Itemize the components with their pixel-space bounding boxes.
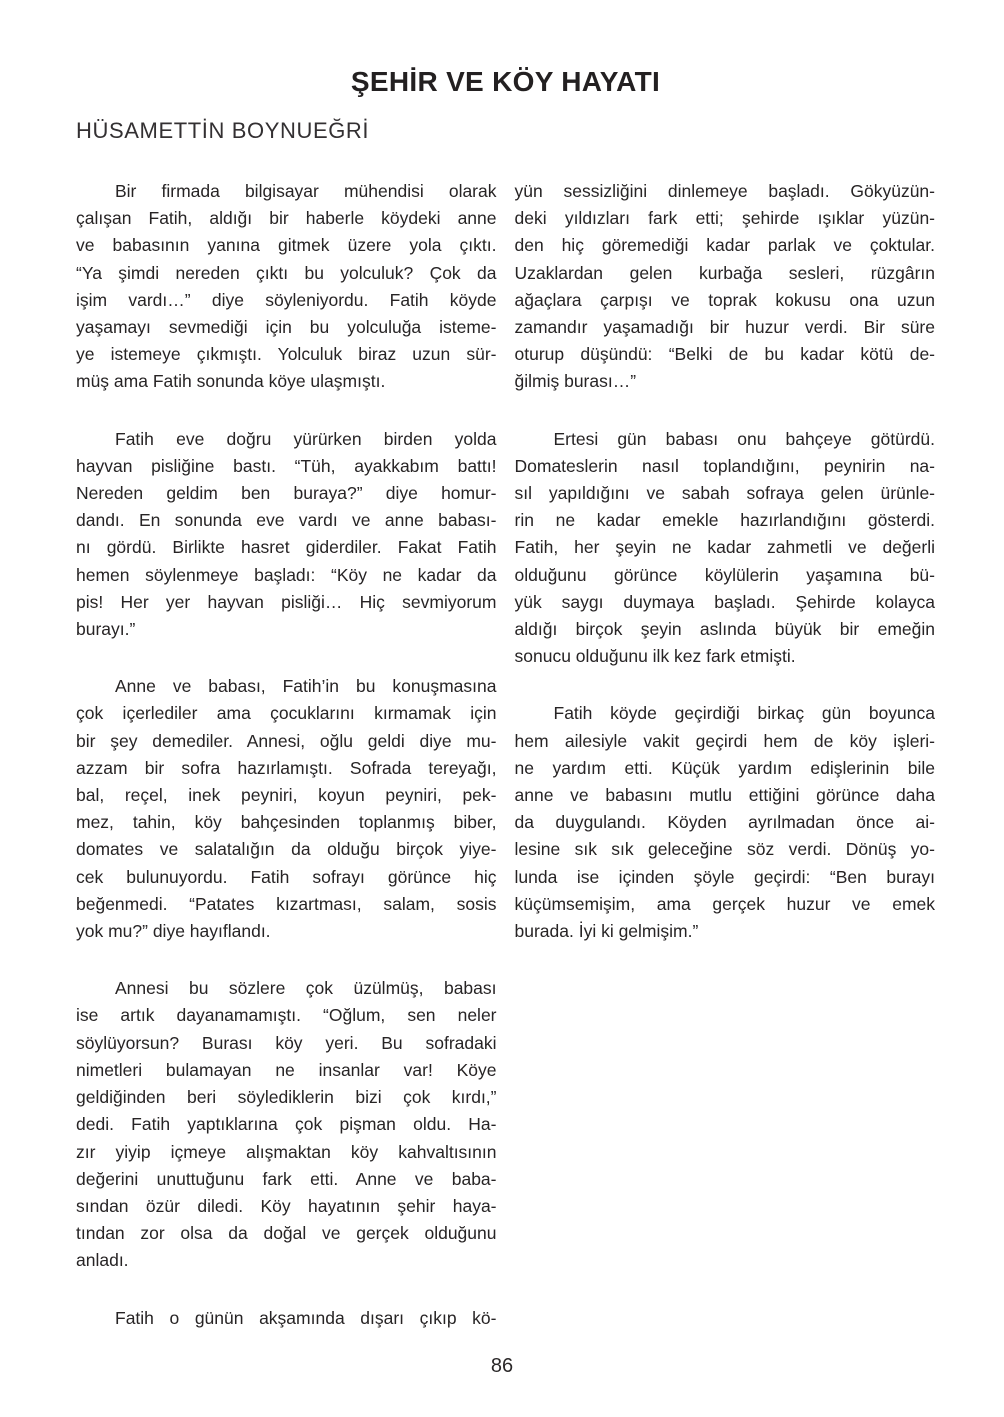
text-line: anladı.	[76, 1250, 129, 1271]
text-line: aldığı birçok şeyin aslında büyük bir emeğin	[514, 619, 935, 640]
text-line: azzam bir sofra hazırlamıştı. Sofrada tereyağı,	[76, 757, 497, 778]
paragraph	[76, 673, 497, 945]
text-line: dandı. En sonunda eve vardı ve anne babası-	[76, 510, 497, 531]
text-line: lunda ise içinden şöyle geçirdi: “Ben burayı	[514, 866, 935, 887]
text-line: Nereden geldim ben buraya?” diye homur-	[76, 483, 497, 504]
text-line: nimetleri bulamayan ne insanlar var! Köye	[76, 1059, 497, 1080]
text-line: olduğunu görünce köylülerin yaşamına bü-	[514, 564, 935, 585]
paragraph	[76, 975, 497, 1274]
text-line: söylüyorsun? Burası köy yeri. Bu sofradaki	[76, 1032, 497, 1053]
text-line: Ertesi gün babası onu bahçeye götürdü.	[553, 428, 935, 449]
text-line: zır yiyip içmeye alışmaktan köy kahvaltısının	[76, 1141, 497, 1162]
text-columns	[76, 178, 935, 1332]
paragraph	[515, 426, 936, 671]
text-line: çok içerlediler ama çocuklarını kırmamak için	[76, 703, 497, 724]
text-line: pis! Her yer hayvan pisliği… Hiç sevmiyorum	[76, 591, 497, 612]
text-line: hayvan pisliğine bastı. “Tüh, ayakkabım battı!	[76, 455, 497, 476]
text-line: Fatih, her şeyin ne kadar zahmetli ve değerli	[514, 537, 935, 558]
text-line: “Ya şimdi nereden çıktı bu yolculuk? Çok da	[76, 262, 497, 283]
column-left	[76, 178, 497, 1332]
text-line: hemen söylenmeye başladı: “Köy ne kadar da	[76, 564, 497, 585]
paragraph	[76, 1305, 497, 1332]
text-line: dedi. Fatih yaptıklarına çok pişman oldu. Ha-	[76, 1114, 497, 1135]
text-line: oturup düşündü: “Belki de bu kadar kötü de-	[514, 344, 935, 365]
text-line: hem ailesiyle vakit geçirdi hem de köy işleri-	[514, 730, 935, 751]
text-line: yün sessizliğini dinlemeye başladı. Gökyüzün-	[514, 181, 935, 201]
text-line: sıl yapıldığını ve sabah sofraya gelen ürünle-	[514, 483, 935, 504]
text-line: Annesi bu sözlere çok üzülmüş, babası	[115, 978, 497, 999]
text-line: nı gördü. Birlikte hasret giderdiler. Fakat Fatih	[76, 537, 497, 558]
text-line: yaşamayı sevmediği için bu yolculuğa isteme-	[76, 317, 497, 338]
text-line: Fatih o günün akşamında dışarı çıkıp kö-	[115, 1307, 497, 1328]
text-line: yük saygı duymaya başladı. Şehirde kolayca	[514, 591, 935, 612]
text-line: rin ne kadar emekle hazırlandığını gösterdi.	[514, 510, 935, 531]
text-line: burada. İyi ki gelmişim.”	[514, 921, 699, 942]
text-line: zamandır yaşamadığı bir huzur verdi. Bir süre	[514, 317, 935, 338]
text-line: çalışan Fatih, aldığı bir haberle köydeki anne	[76, 208, 497, 229]
text-line: sonucu olduğunu ilk kez fark etmişti.	[514, 646, 796, 667]
text-line: bir şey demediler. Annesi, oğlu geldi diye mu-	[76, 730, 497, 751]
text-line: da duygulandı. Köyden ayrılmadan önce ai-	[514, 812, 935, 833]
text-line: ise artık dayanamamıştı. “Oğlum, sen neler	[76, 1005, 497, 1026]
text-line: Bir firmada bilgisayar mühendisi olarak	[115, 181, 497, 201]
text-line: ağaçlara çarpışı ve toprak kokusu ona uzun	[514, 289, 935, 310]
text-line: yok mu?” diye hayıflandı.	[76, 921, 271, 942]
text-line: müş ama Fatih sonunda köye ulaşmıştı.	[76, 371, 386, 392]
text-line: değerini unuttuğunu fark etti. Anne ve baba-	[76, 1168, 497, 1189]
text-line: Anne ve babası, Fatih’in bu konuşmasına	[115, 676, 497, 697]
text-line: sından özür diledi. Köy hayatının şehir haya-	[76, 1195, 497, 1216]
page-title: ŞEHİR VE KÖY HAYATI	[350, 66, 661, 97]
text-line: ğilmiş burası…”	[514, 371, 637, 392]
text-line: beğenmedi. “Patates kızartması, salam, sosis	[76, 893, 497, 914]
text-line: işim vardı…” diye söyleniyordu. Fatih köyde	[76, 289, 497, 310]
text-line: cek bulunuyordu. Fatih sofrayı görünce hiç	[76, 866, 497, 887]
text-line: ye istemeye çıkmıştı. Yolculuk biraz uzun sür-	[76, 344, 497, 365]
text-line: küçümsemişim, ama gerçek huzur ve emek	[514, 893, 935, 914]
text-line: bal, reçel, inek peyniri, koyun peyniri, pek-	[76, 785, 497, 806]
text-line: anne ve babasını mutlu ettiğini görünce daha	[514, 785, 935, 806]
author-name: HÜSAMETTİN BOYNUEĞRİ	[76, 118, 370, 143]
text-line: ve babasının yanına gitmek üzere yola çıktı.	[76, 235, 497, 256]
paragraph	[515, 700, 936, 945]
text-line: lesine sık sık geleceğine söz verdi. Dönüş yo-	[514, 839, 935, 860]
paragraph	[76, 178, 497, 396]
text-line: ne yardım etti. Küçük yardım edişlerinin bile	[514, 757, 935, 778]
text-line: Domateslerin nasıl toplandığını, peynirin na-	[514, 455, 935, 476]
text-line: Uzaklardan gelen kurbağa sesleri, rüzgârın	[514, 262, 935, 283]
text-line: den hiç göremediği kadar parlak ve çoktular.	[514, 235, 935, 256]
text-line: tından zor olsa da doğal ve gerçek olduğunu	[76, 1223, 497, 1244]
text-line: mez, tahin, köy bahçesinden toplanmış biber,	[76, 812, 497, 833]
text-line: deki yıldızları fark etti; şehirde ışıklar yüzün-	[514, 208, 935, 229]
text-line: geldiğinden beri söylediklerin bizi çok kırdı,”	[76, 1087, 497, 1108]
text-line: domates ve salatalığın da olduğu birçok yiye-	[76, 839, 497, 860]
text-line: burayı.”	[76, 619, 136, 640]
text-line: Fatih eve doğru yürürken birden yolda	[115, 428, 497, 449]
page-number: 86	[490, 1355, 514, 1377]
paragraph	[76, 426, 497, 644]
text-line: Fatih köyde geçirdiği birkaç gün boyunca	[553, 703, 935, 724]
paragraph	[515, 178, 936, 396]
column-right	[515, 178, 936, 1332]
